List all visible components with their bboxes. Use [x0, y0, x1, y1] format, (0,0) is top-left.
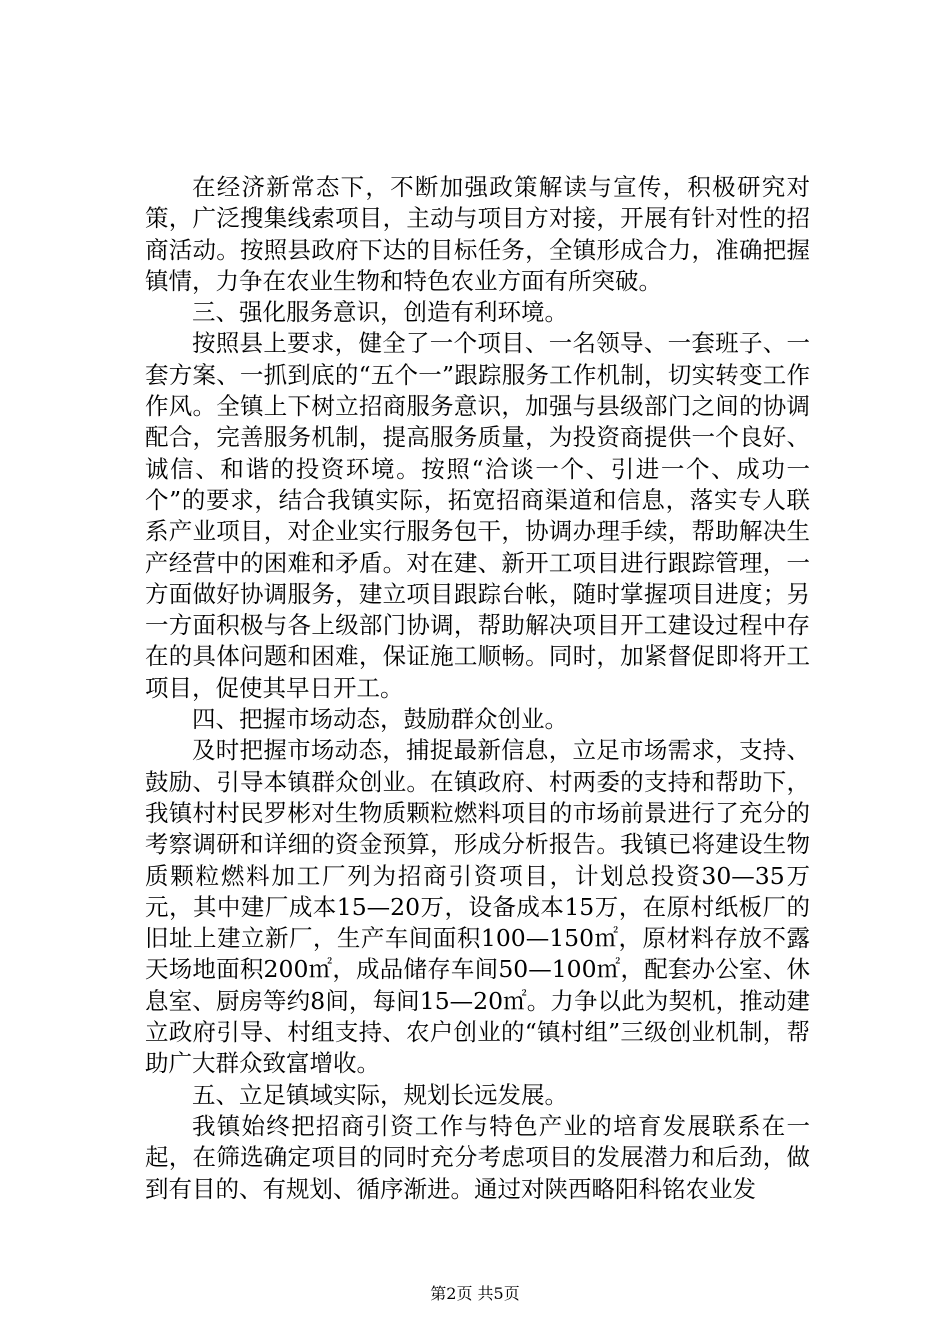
page-footer [0, 1284, 950, 1304]
paragraph-policy-promotion: 在经济新常态下，不断加强政策解读与宣传，积极研究对策，广泛搜集线索项目，主动与项目方对接，开展有针对性的招商活动。按照县政府下达的目标任务，全镇形成合力，准确把握镇情，力争在农业生物和特色农业方面有所突破。 [145, 173, 810, 295]
page-number-label: 第2页 共5页 [430, 1284, 520, 1303]
section-heading-4: 四、把握市场动态，鼓励群众创业。 [192, 705, 568, 734]
paragraph-market-entrepreneurship: 及时把握市场动态，捕捉最新信息，立足市场需求，支持、鼓励、引导本镇群众创业。在镇政府、村两委的支持和帮助下，我镇村村民罗彬对生物质颗粒燃料项目的市场前景进行了充分的考察调研和详细的资金预算，形成分析报告。我镇已将建设生物质颗粒燃料加工厂列为招商引资项目，计划总投资30—35万元，其中建厂成本15—20万，设备成本15万，在原村纸板厂的旧址上建立新厂，生产车间面积100—150㎡，原材料存放不露天场地面积200㎡，成品储存车间50—100㎡，配套办公室、休息室、厨房等约8间，每间15—20㎡。力争以此为契机，推动建立政府引导、村组支持、农户创业的“镇村组”三级创业机制，帮助广大群众致富增收。 [145, 736, 810, 1078]
document-body [145, 172, 810, 1205]
paragraph-long-term-planning: 我镇始终把招商引资工作与特色产业的培育发展联系在一起，在筛选确定项目的同时充分考虑项目的发展潜力和后劲，做到有目的、有规划、循序渐进。通过对陕西略阳科铭农业发 [145, 1111, 810, 1203]
section-heading-3: 三、强化服务意识，创造有利环境。 [192, 298, 568, 327]
section-heading-5: 五、立足镇域实际，规划长远发展。 [192, 1080, 568, 1109]
paragraph-service-mechanism: 按照县上要求，健全了一个项目、一名领导、一套班子、一套方案、一抓到底的“五个一”跟踪服务工作机制，切实转变工作作风。全镇上下树立招商服务意识，加强与县级部门之间的协调配合，完善服务机制，提高服务质量，为投资商提供一个良好、诚信、和谐的投资环境。按照“洽谈一个、引进一个、成功一个”的要求，结合我镇实际，拓宽招商渠道和信息，落实专人联系产业项目，对企业实行服务包干，协调办理手续，帮助解决生产经营中的困难和矛盾。对在建、新开工项目进行跟踪管理，一方面做好协调服务，建立项目跟踪台帐，随时掌握项目进度；另一方面积极与各上级部门协调，帮助解决项目开工建设过程中存在的具体问题和困难，保证施工顺畅。同时，加紧督促即将开工项目，促使其早日开工。 [145, 329, 810, 702]
